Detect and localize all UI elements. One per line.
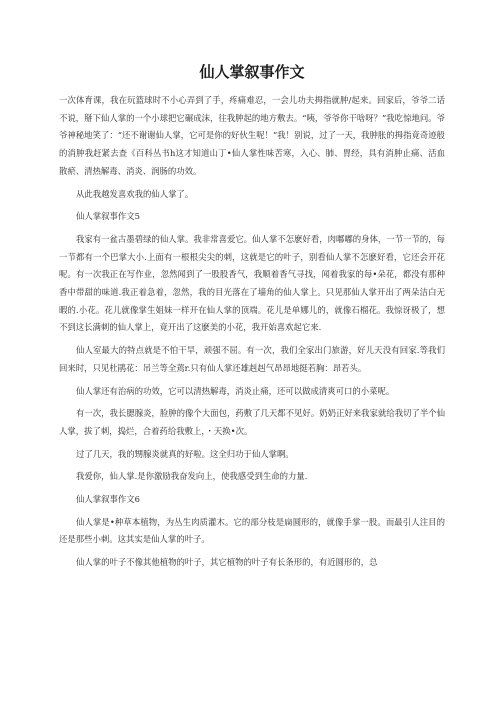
paragraph: 过了几天，我的甥腺炎就真的好啦。这全归功于仙人掌啊。 — [76, 448, 294, 459]
paragraph: 有一次，我长腮腺炎，脸肿的像个大面包，药敷了几天都不见好。奶奶正好来我家就给我切了半个仙人掌，拔了刺，捣烂，合着药给我敷上，・天换•次。 — [59, 408, 445, 436]
paragraph: 仙人室最大的特点就是不怕干旱，顽强不屈。有一次，我们全家出门旅游，好儿天没有回家.等我们回来时，只见杜鹃花：吊兰等全蔫r.只有仙人掌还雄赳赳气昂昂地挺若胸：昂若头。 — [59, 345, 445, 373]
paragraph: 我家有一盆古墨碧绿的仙人掌。我非常喜爱它。仙人掌不怎麽好看，肉嘟嘟的身体，一节一节的，每一节都有一个巴掌大小.上面有一根根尖尖的刺，这就是它的叶子，别看仙人掌不怎麽好看，它还会开花呢。有一次我正在写作业，忽然闻到了一股股香气，我顺着香气寻找，闻着我家的每•朵花，都没有那种香中带甜的味道.我正着急着，忽然，我的目光落在了墙角的仙人掌上。只见那仙人掌开出了两朵洁白无暇的.小花。花儿就像掌生姐妹一样开在仙人掌的顶端。花儿是单娜儿的，就像石榴花。我惊讶极了，想不到这长满刺的仙人掌上，竟开出了这麽美的小花，我开始喜欢起它来. — [59, 233, 445, 333]
section-heading: 仙人掌叙事作文6 — [76, 494, 140, 505]
document-body — [59, 92, 445, 572]
document-page — [59, 62, 445, 577]
section-heading: 仙人掌叙事作文5 — [76, 211, 140, 222]
paragraph: 仙人掌还有治病的功效，它可以清热解毒，消炎止痛，还可以做成清爽可口的小菜呢。 — [76, 385, 395, 396]
paragraph: 仙人掌是•种草本植物，为丛生肉质灌木。它的部分枝是扁圆形的，就像手掌一股。而最引人注目的还是那些小刺。这其实是仙人掌的叶子。 — [59, 516, 445, 545]
paragraph: 我爱你，仙人掌.是你激励我奋发向上，使我感受到生命的力量. — [76, 471, 308, 482]
paragraph: 从此我越发喜欢我的仙人掌了。 — [76, 188, 194, 199]
document-title: 仙人掌叙事作文 — [199, 63, 305, 81]
paragraph: 一次体育课，我在玩篮球时不小心弄到了手，疼痛难忍，一会儿功夫拇指就肿/起来。回家后，爷爷二话不说，掰下仙人掌的一个小球把它碾成沫，往我肿起的地方敷去。“咦，爷爷你干啥呀？”我吃惊地问。爷爷神秘地笑了：“还不谢谢仙人掌，它可是你的好伙生呢！”我！别说，过了一天，我肿胀的拇指竟奇迹般的消肿我赶紧去查《百科丛书h这才知道山丁•仙人掌性味苦寒，入心、肺、胃经，具有消肿止痛、活血散瘀、清热解毒、消炎、润肠的功效。 — [59, 95, 445, 176]
paragraph: 仙人掌的叶子不像其他植物的叶子，其它植物的叶子有长条形的，有近圆形的，总 — [76, 557, 378, 568]
